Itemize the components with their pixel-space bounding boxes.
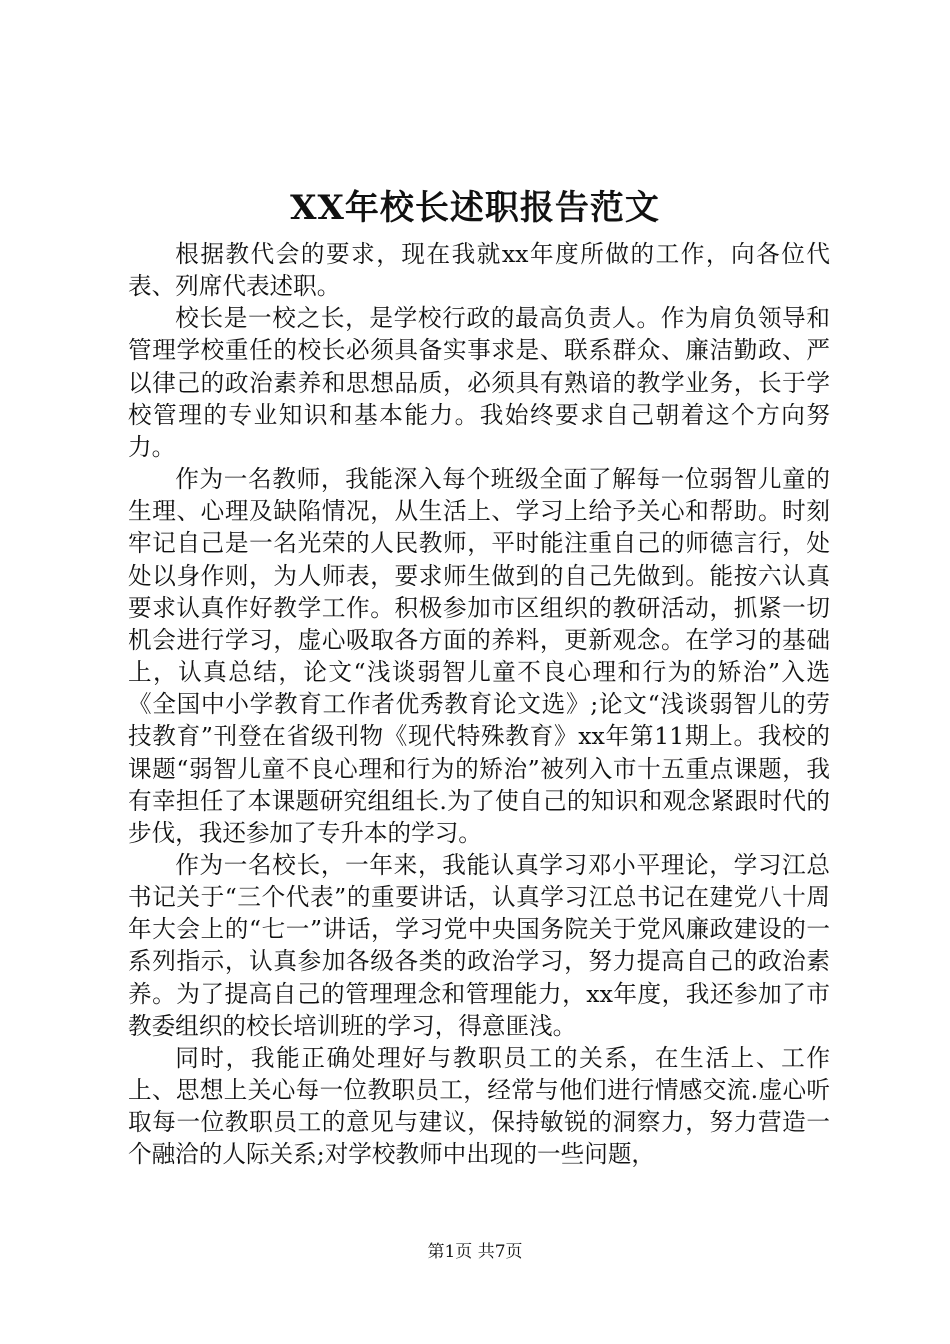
paragraph: 根据教代会的要求，现在我就xx年度所做的工作，向各位代表、列席代表述职。	[128, 240, 830, 301]
paragraph: 作为一名校长，一年来，我能认真学习邓小平理论，学习江总书记关于“三个代表”的重要讲话，认真学习江总书记在建党八十周年大会上的“七一”讲话，学习党中央国务院关于党风廉政建设的一系列指示，认真参加各级各类的政治学习，努力提高自己的政治素养。为了提高自己的管理理念和管理能力，xx年度，我还参加了市教委组织的校长培训班的学习，得意匪浅。	[128, 850, 830, 1040]
paragraph: 作为一名教师，我能深入每个班级全面了解每一位弱智儿童的生理、心理及缺陷情况，从生活上、学习上给予关心和帮助。时刻牢记自己是一名光荣的人民教师，平时能注重自己的师德言行，处处以身作则，为人师表，要求师生做到的自己先做到。能按六认真要求认真作好教学工作。积极参加市区组织的教研活动，抓紧一切机会进行学习，虚心吸取各方面的养料，更新观念。在学习的基础上，认真总结，论文“浅谈弱智儿童不良心理和行为的矫治”入选《全国中小学教育工作者优秀教育论文选》;论文“浅谈弱智儿的劳技教育”刊登在省级刊物《现代特殊教育》xx年第11期上。我校的课题“弱智儿童不良心理和行为的矫治”被列入市十五重点课题，我有幸担任了本课题研究组组长.为了使自己的知识和观念紧跟时代的步伐，我还参加了专升本的学习。	[128, 465, 830, 847]
paragraph: 同时，我能正确处理好与教职员工的关系，在生活上、工作上、思想上关心每一位教职员工，经常与他们进行情感交流.虚心听取每一位教职员工的意见与建议，保持敏锐的洞察力，努力营造一个融洽的人际关系;对学校教师中出现的一些问题，	[128, 1043, 830, 1169]
document-title: XX年校长述职报告范文	[290, 188, 660, 228]
paragraph: 校长是一校之长，是学校行政的最高负责人。作为肩负领导和管理学校重任的校长必须具备实事求是、联系群众、廉洁勤政、严以律己的政治素养和思想品质，必须具有熟谙的教学业务，长于学校管理的专业知识和基本能力。我始终要求自己朝着这个方向努力。	[128, 304, 830, 461]
document-body	[128, 238, 830, 1171]
page-number-footer: 第1页 共7页	[427, 1242, 523, 1262]
